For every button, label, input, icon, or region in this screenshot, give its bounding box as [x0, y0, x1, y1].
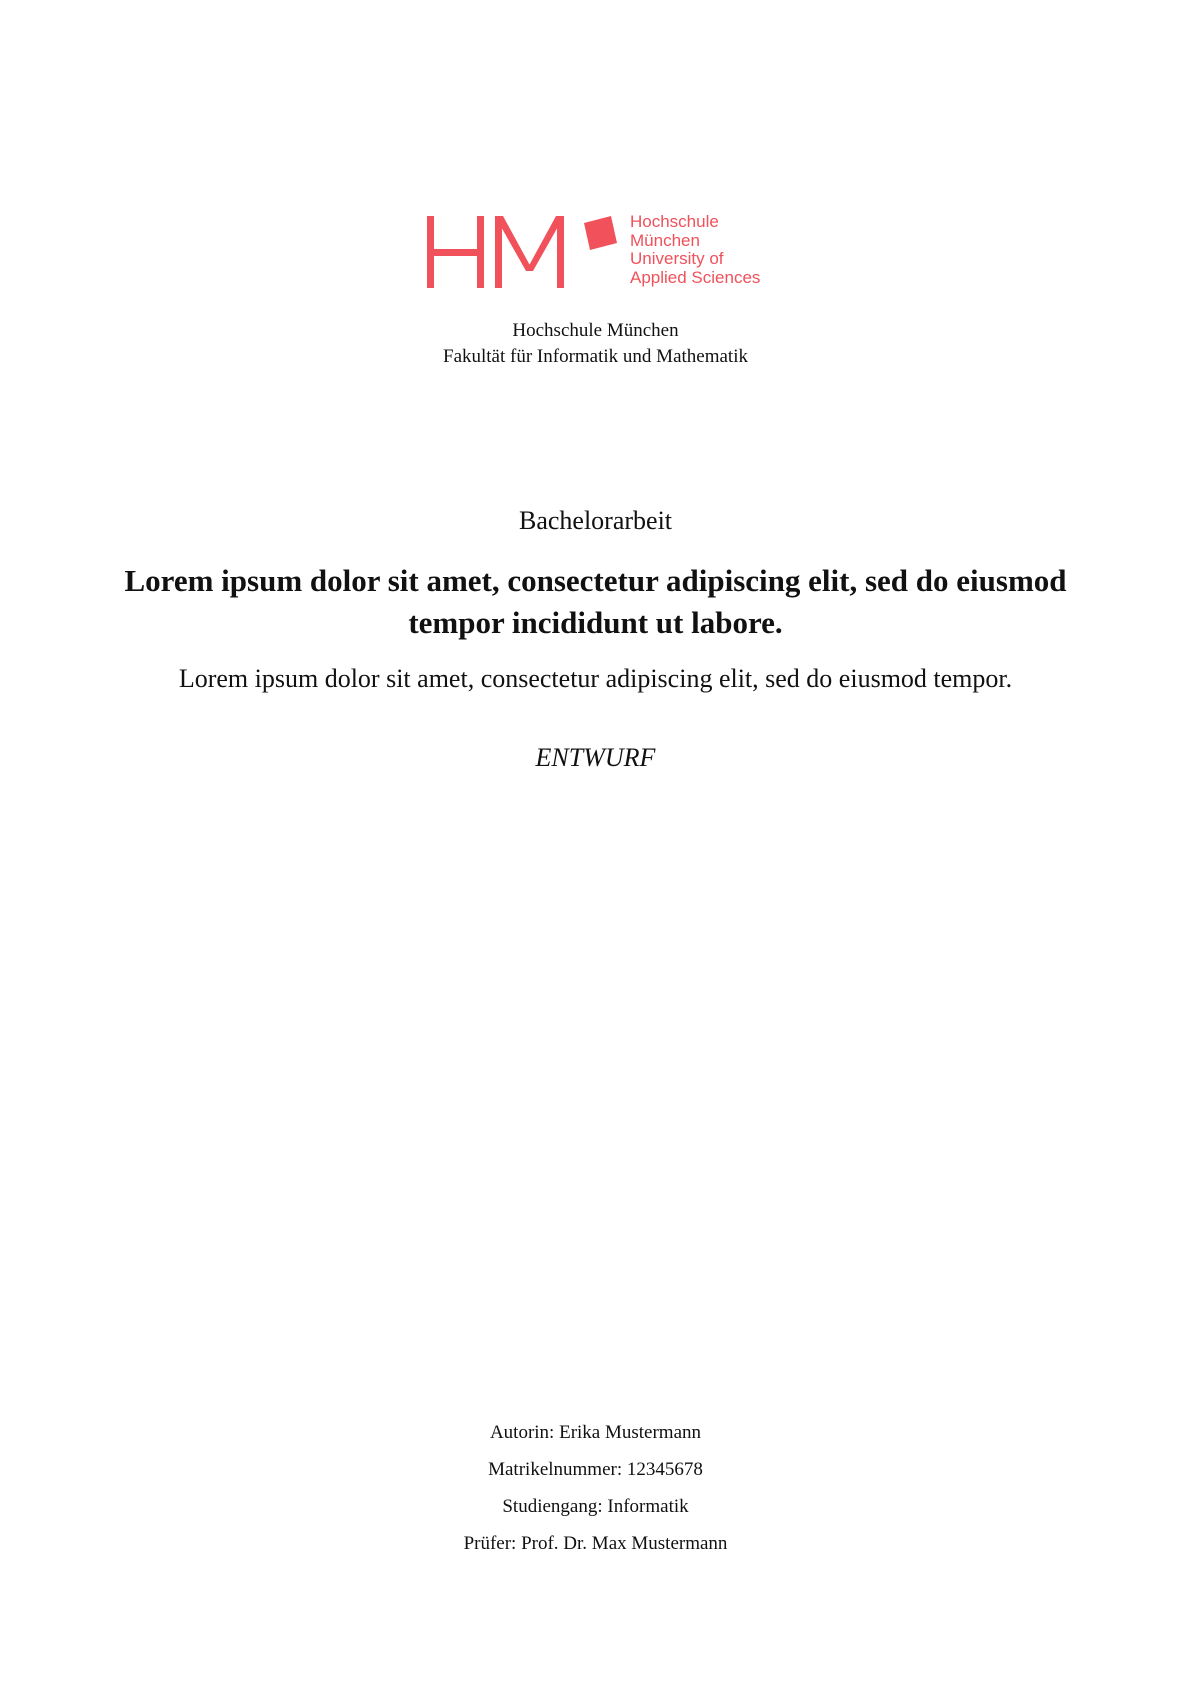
institution-block [0, 318, 1191, 370]
logo-line: München [630, 230, 700, 250]
draft-label: ENTWURF [535, 743, 656, 772]
university-logo [425, 213, 775, 293]
examiner-line: Prüfer: Prof. Dr. Max Mustermann [463, 1533, 728, 1554]
thesis-details [0, 1414, 1191, 1562]
matriculation-line: Matrikelnummer: 12345678 [488, 1459, 703, 1480]
logo-wordmark [630, 213, 760, 287]
thesis-type: Bachelorarbeit [518, 506, 673, 535]
thesis-subtitle: Lorem ipsum dolor sit amet, consectetur adipiscing elit, sed do eiusmod tempor. [178, 664, 1013, 693]
thesis-title: Lorem ipsum dolor sit amet, consectetur adipiscing elit, sed do eiusmod tempor incididunt ut labore. [124, 563, 1067, 640]
author-line: Autorin: Erika Mustermann [489, 1422, 702, 1443]
logo-line: Hochschule [630, 212, 719, 231]
logo-line: Applied Sciences [630, 267, 761, 287]
program-line: Studiengang: Informatik [502, 1496, 689, 1517]
hm-logo-mark [425, 213, 625, 293]
faculty-name: Fakultät für Informatik und Mathematik [443, 346, 748, 367]
logo-line: University of [630, 249, 724, 268]
institution-name: Hochschule München [512, 320, 679, 341]
